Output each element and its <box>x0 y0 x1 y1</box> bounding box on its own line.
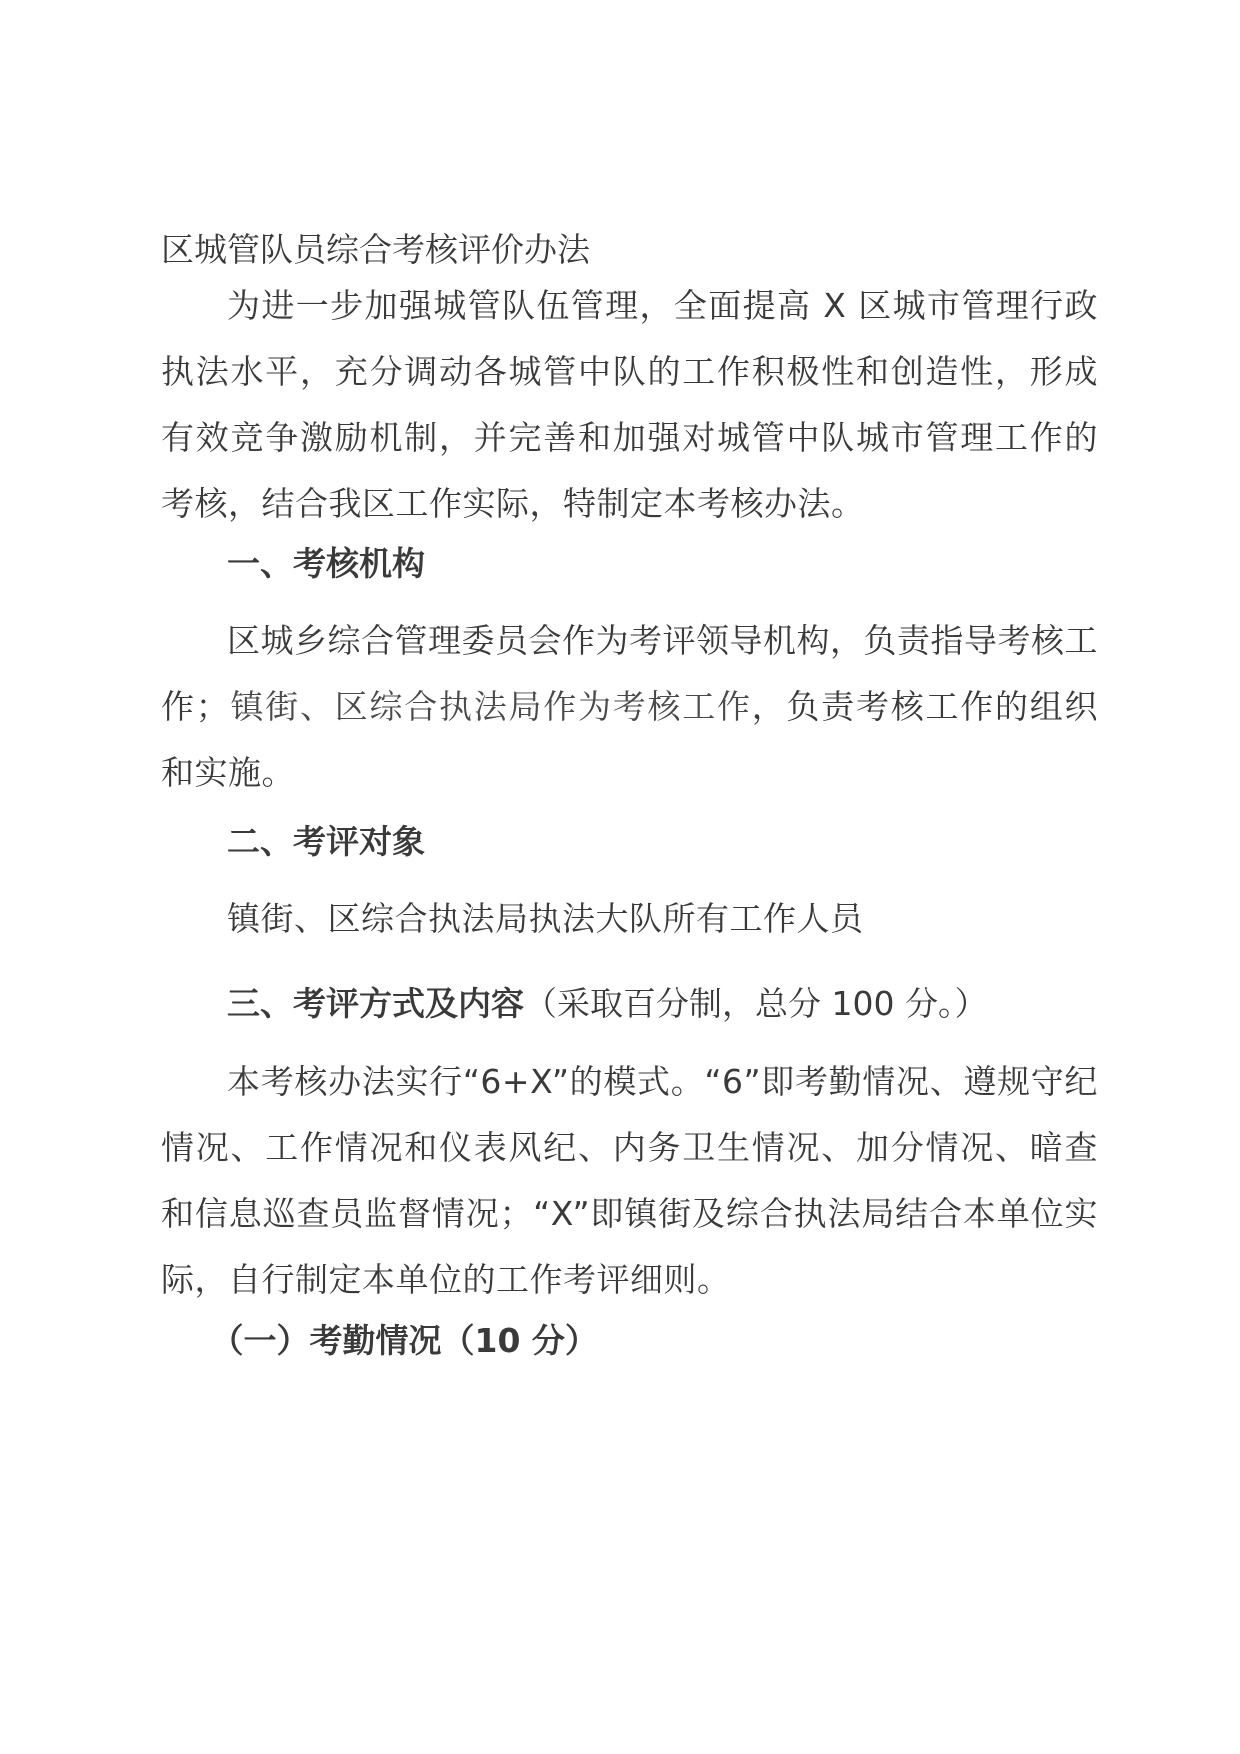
section-body-organization-part1: 区城乡综合管理委员会作为考评领导机构，负责指导考核工作； <box>161 621 1098 726</box>
document-page <box>161 0 1098 1754</box>
section-body-organization-part3: ，负责考核工作的组织和实施。 <box>161 687 1098 792</box>
intro-paragraph: 为进一步加强城管队伍管理，全面提高 X 区城市管理行政执法水平，充分调动各城管中队的工作积极性和创造性，形成有效竞争激励机制，并完善和加强对城管中队城市管理工作的考核，结合我区工作实际，特制定本考核办法。 <box>161 286 1098 523</box>
section-body-targets: 镇街、区综合执法局执法大队所有工作人员 <box>227 899 864 938</box>
section-body-organization-part2: 镇街、区综合执法局作为考核工作 <box>229 687 752 726</box>
section-heading-method <box>161 978 1098 1030</box>
section-heading-method-title: 三、考评方式及内容 <box>227 984 524 1023</box>
section-body-organization <box>161 608 1098 806</box>
section-body-method: 本考核办法实行“6+X”的模式。“6”即考勤情况、遵规守纪情况、工作情况和仪表风纪、内务卫生情况、加分情况、暗查和信息巡查员监督情况；“X”即镇街及综合执法局结合本单位实际，自行制定本单位的工作考评细则。 <box>161 1062 1098 1299</box>
section-heading-method-note: （采取百分制，总分 100 分。） <box>524 984 988 1023</box>
section-heading-targets: 二、考评对象 <box>227 822 425 861</box>
document-title: 区城管队员综合考核评价办法 <box>161 230 590 269</box>
section-heading-organization: 一、考核机构 <box>227 544 425 583</box>
subsection-heading-attendance: （一）考勤情况（10 分） <box>210 1321 598 1360</box>
